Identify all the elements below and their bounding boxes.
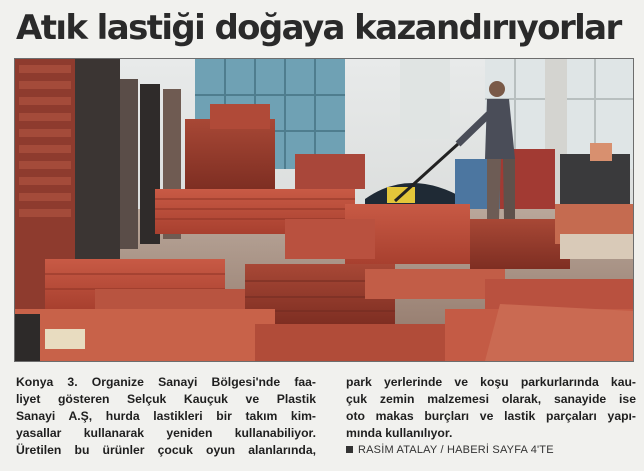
- body-left-line: Sanayi A.Ş, hurda lastikleri bir takım kim-: [16, 409, 316, 423]
- body-left-line: Konya 3. Organize Sanayi Bölgesi'nde faa-: [16, 375, 316, 389]
- article-photo: [14, 58, 634, 362]
- byline: [346, 442, 636, 459]
- article-body-right-column: [346, 374, 636, 459]
- headline: Atık lastiği doğaya kazandırıyorlar: [16, 8, 621, 48]
- body-right-line: park yerlerinde ve koşu parkurlarında kau-: [346, 375, 636, 389]
- body-right-line: oto makas burçları ve lastik parçaları yapı-: [346, 409, 636, 423]
- article-body-left-column: [16, 374, 316, 459]
- body-right-line: mında kullanılıyor.: [346, 426, 453, 440]
- body-left-line: liyet gösteren Selçuk Kauçuk ve Plastik: [16, 392, 316, 406]
- byline-text: RASİM ATALAY / HABERİ SAYFA 4'TE: [358, 444, 554, 456]
- factory-photo-illustration: [15, 59, 633, 361]
- body-left-line: Üretilen bu ürünler çocuk oyun alanlarında,: [16, 443, 316, 457]
- byline-square-icon: [346, 446, 353, 453]
- body-right-line: çuk zemin malzemesi olarak, sanayide ise: [346, 392, 636, 406]
- body-left-line: yasallar kullanarak yeniden kullanabiliyor.: [16, 426, 316, 440]
